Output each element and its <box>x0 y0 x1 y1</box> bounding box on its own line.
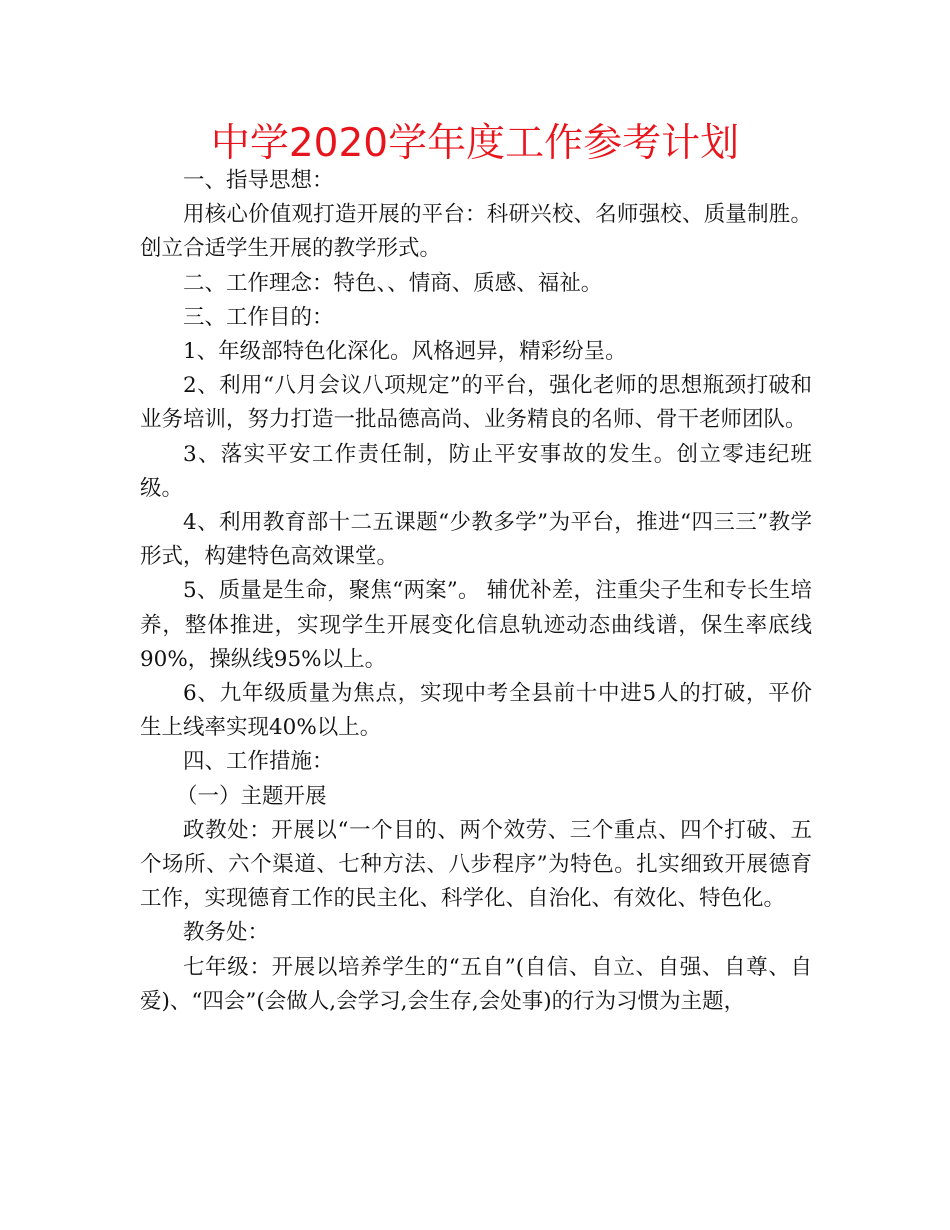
list-item: 5、质量是生命，聚焦“两案”。 辅优补差，注重尖子生和专长生培养，整体推进，实现学生开展变化信息轨迹动态曲线谱，保生率底线90%，操纵线95%以上。 <box>140 578 812 672</box>
paragraph: 政教处：开展以“一个目的、两个效劳、三个重点、四个打破、五个场所、六个渠道、七种方法、八步程序”为特色。扎实细致开展德育工作，实现德育工作的民主化、科学化、自治化、有效化、特色化。 <box>140 817 812 912</box>
document-body <box>140 164 812 1019</box>
document-title: 中学2020学年度工作参考计划 <box>210 121 740 166</box>
list-item: 2、利用“八月会议八项规定”的平台，强化老师的思想瓶颈打破和业务培训，努力打造一批品德高尚、业务精良的名师、骨干老师团队。 <box>140 373 812 433</box>
paragraph-heading-guiding-thought: 一、指导思想： <box>183 168 334 193</box>
paragraph-heading-work-concept: 二、工作理念：特色、、情商、质感、福祉。 <box>183 270 603 296</box>
paragraph: 用核心价值观打造开展的平台：科研兴校、名师强校、质量制胜。创立合适学生开展的教学形式。 <box>140 202 812 262</box>
list-item: 3、落实平安工作责任制，防止平安事故的发生。创立零违纪班级。 <box>140 441 812 501</box>
list-item: 1、年级部特色化深化。风格迥异，精彩纷呈。 <box>183 339 627 365</box>
paragraph: 教务处： <box>183 920 270 946</box>
paragraph-heading-work-goals: 三、工作目的： <box>183 304 334 330</box>
subheading-theme-development: （一）主题开展 <box>176 783 327 809</box>
paragraph-heading-work-measures: 四、工作措施： <box>183 749 334 775</box>
list-item: 6、九年级质量为焦点，实现中考全县前十中进5人的打破，平价生上线率实现40%以上。 <box>140 681 812 741</box>
paragraph: 七年级：开展以培养学生的“五自”(自信、自立、自强、自尊、自爱)、“四会”(会做人,会学习,会生存,会处事)的行为习惯为主题， <box>140 954 812 1014</box>
list-item: 4、利用教育部十二五课题“少教多学”为平台，推进“四三三”教学形式，构建特色高效课堂。 <box>140 510 812 570</box>
